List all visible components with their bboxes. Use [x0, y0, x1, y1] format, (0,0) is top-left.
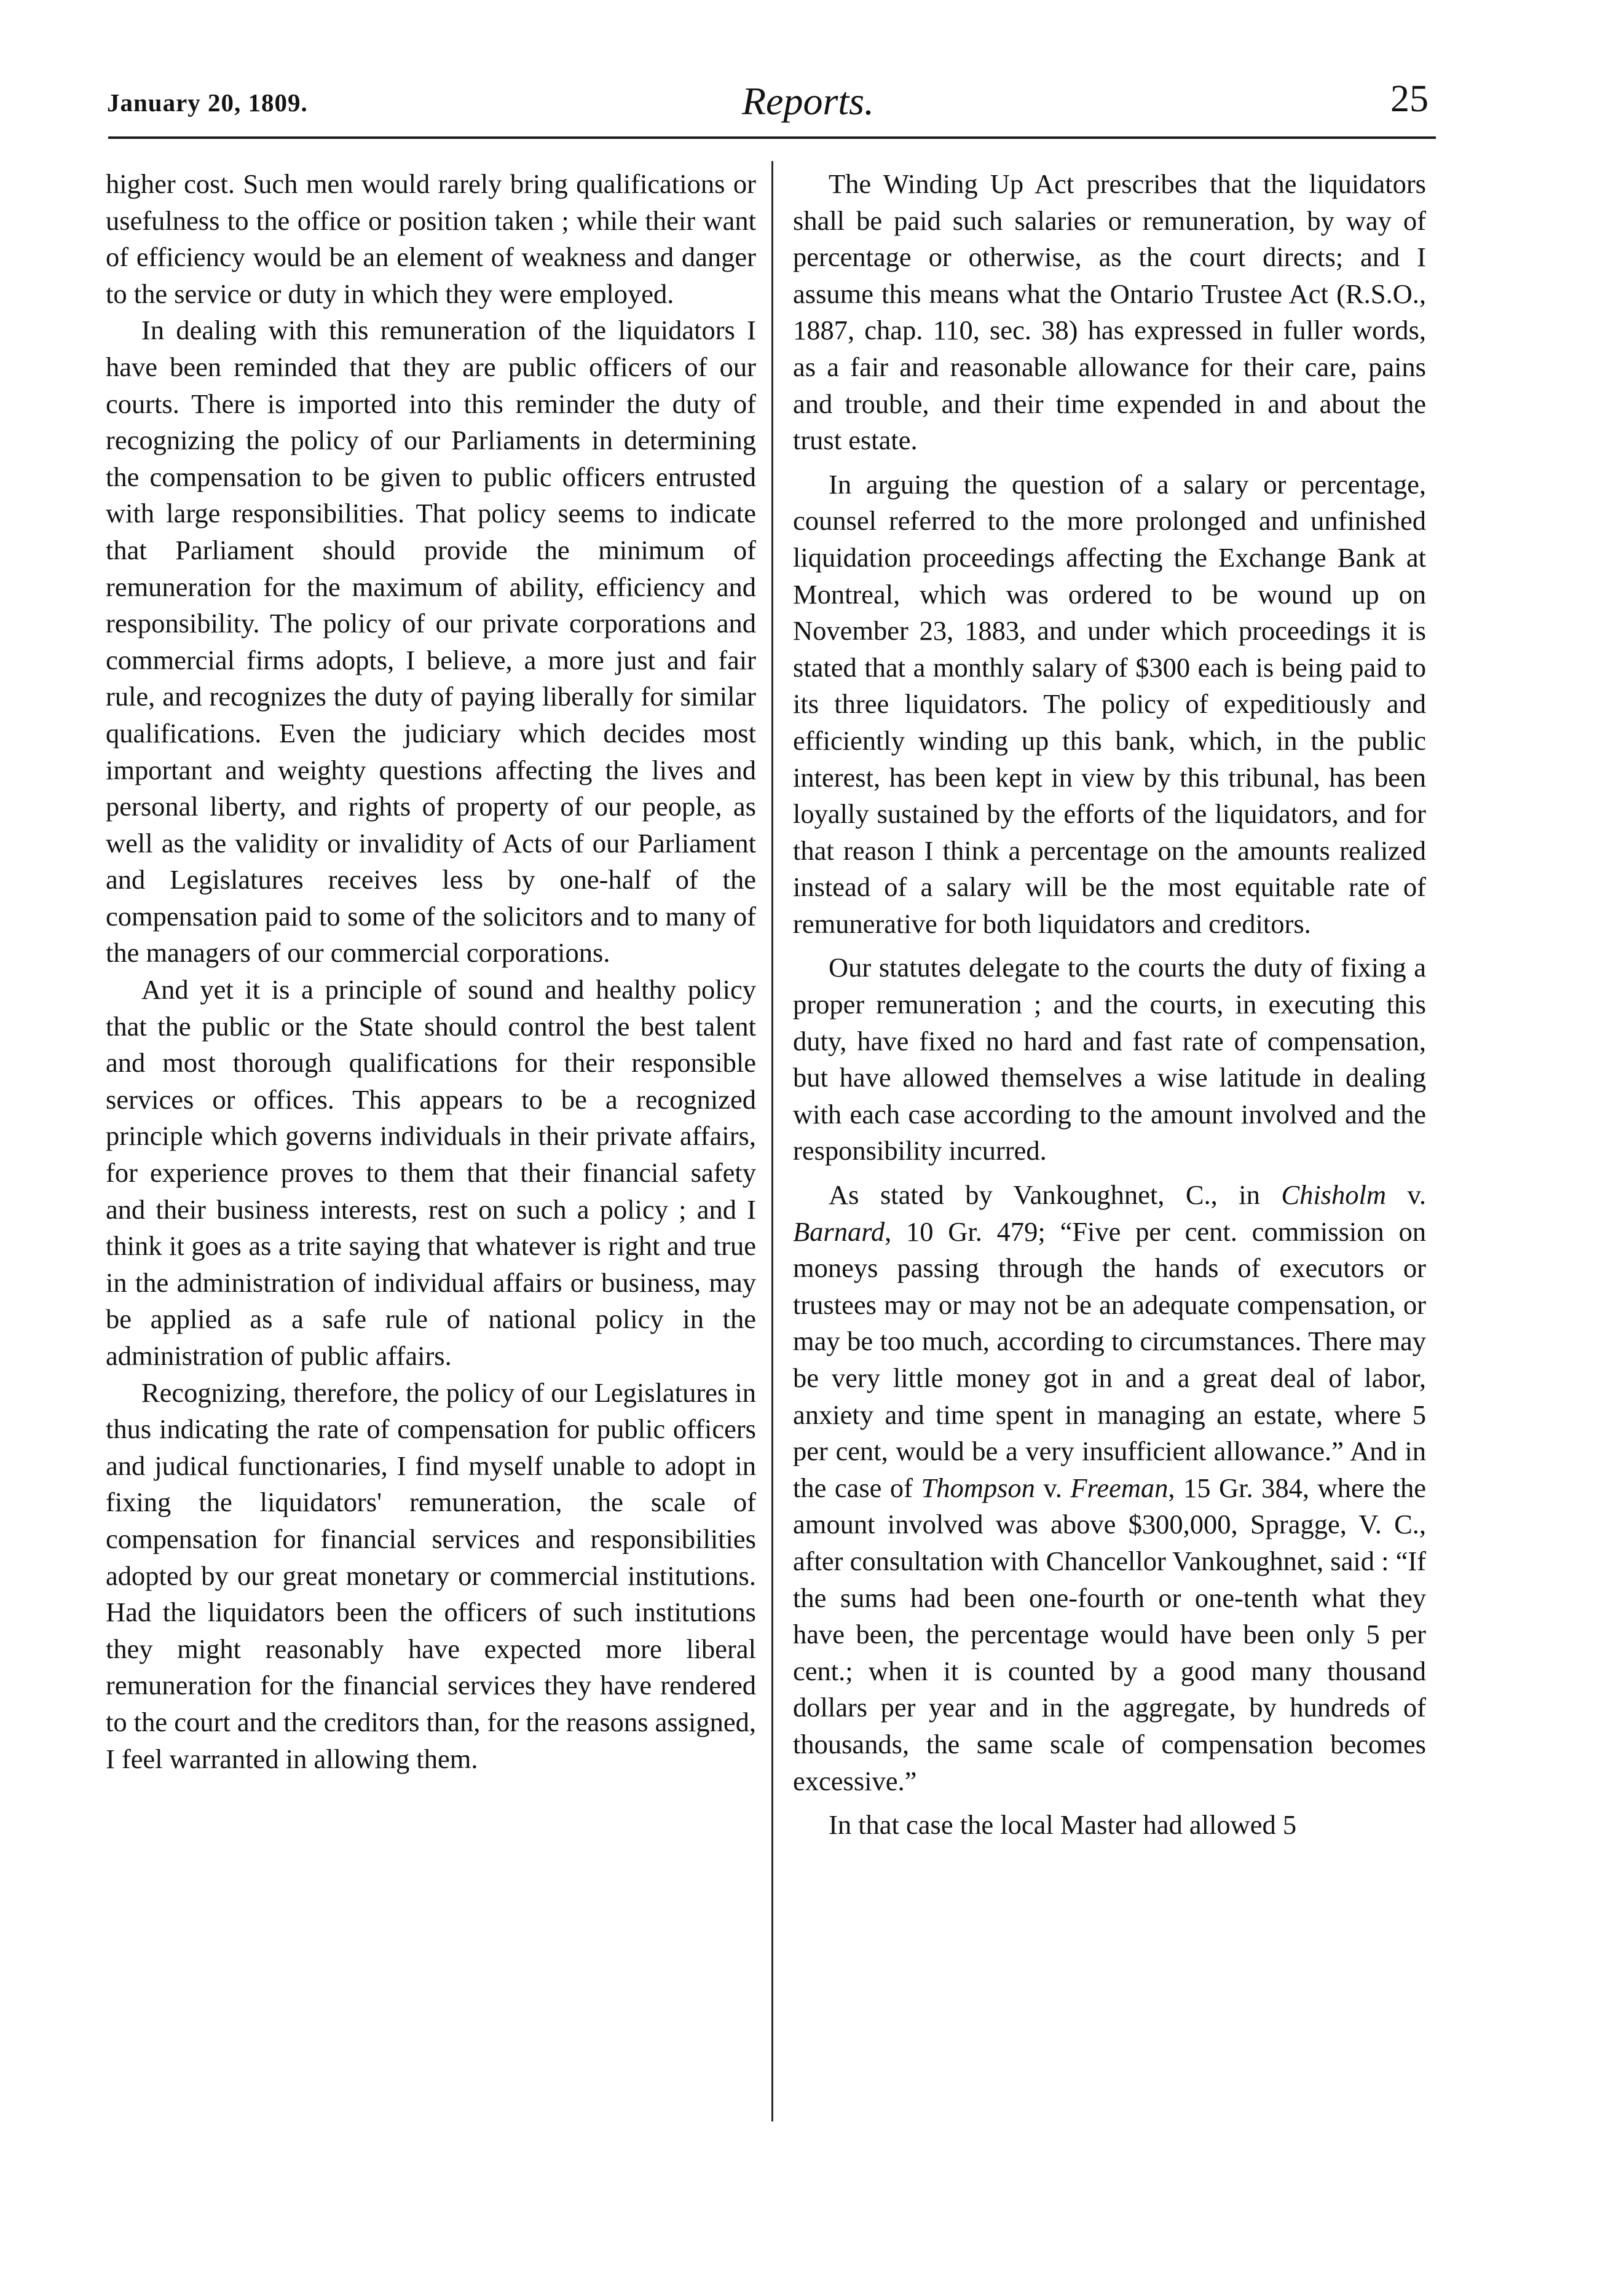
case-name: Chisholm [1281, 1179, 1387, 1211]
paragraph: higher cost. Such men would rarely bring qualifications or usefulness to the office or position taken ; while their want of efficiency would be an element of weakness and danger to the service or duty in which they were employed. [106, 168, 756, 309]
text-run: v. [1386, 1179, 1426, 1211]
issue-date: January 20, 1809. [107, 88, 308, 117]
text-run: As stated by Vankoughnet, C., in [829, 1179, 1282, 1211]
paragraph: The Winding Up Act prescribes that the liquidators shall be paid such salaries or remuneration, by way of percentage or otherwise, as the court directs; and I assume this means what the Ontario Trustee Act (R.S.O., 1887, chap. 110, sec. 38) has expressed in fuller words, as a fair and reasonable allowance for their care, pains and trouble, and their time expended in and about the trust estate. [793, 168, 1426, 456]
text-run: , 10 Gr. 479; “Five per cent. commission on moneys passing through the hands of executors or trustees may or may not be an adequate compensation, or may be too much, according to circumstances. There may be very little money got in and a great deal of labor, anxiety and time spent in managing an estate, where 5 per cent, would be a very insufficient allowance.” And in the case of [793, 1216, 1426, 1503]
page-number: 25 [1390, 78, 1429, 120]
paragraph: Our statutes delegate to the courts the duty of fixing a proper remuneration ; and the courts, in executing this duty, have fixed no hard and fast rate of compensation, but have allowed themselves a wise latitude in dealing with each case according to the amount involved and the responsibility incurred. [793, 952, 1426, 1166]
text-run: v. [1035, 1472, 1071, 1503]
paragraph: And yet it is a principle of sound and healthy policy that the public or the State should control the best talent and most thorough qualifications for their responsible services or offices. This appears to be a recognized principle which governs individuals in their private affairs, for experience proves to them that their financial safety and their business interests, rest on such a policy ; and I think it goes as a trite saying that whatever is right and true in the administration of individual affairs or business, may be applied as a safe rule of national policy in the administration of public affairs. [106, 974, 756, 1371]
paragraph: In dealing with this remuneration of the liquidators I have been reminded that they are public officers of our courts. There is imported into this reminder the duty of recognizing the policy of our Parliaments in determining the compensation to be given to public officers entrusted with large responsibilities. That policy seems to indicate that Parliament should provide the minimum of remuneration for the maximum of ability, efficiency and responsibility. The policy of our private corporations and commercial firms adopts, I believe, a more just and fair rule, and recognizes the duty of paying liberally for similar qualifications. Even the judiciary which decides most important and weighty questions affecting the lives and personal liberty, and rights of property of our people, as well as the validity or invalidity of Acts of our Parliament and Legislatures receives less by one-half of the compensation paid to some of the solicitors and to many of the managers of our commercial corporations. [106, 315, 756, 969]
right-column [793, 166, 1426, 1844]
paragraph: In arguing the question of a salary or percentage, counsel referred to the more prolonged and unfinished liquidation proceedings affecting the Exchange Bank at Montreal, which was ordered to be wound up on November 23, 1883, and under which proceedings it is stated that a monthly salary of $300 each is being paid to its three liquidators. The policy of expeditiously and efficiently winding up this bank, which, in the public interest, has been kept in view by this tribunal, has been loyally sustained by the efforts of the liquidators, and for that reason I think a percentage on the amounts realized instead of a salary will be the most equitable rate of remunerative for both liquidators and creditors. [793, 468, 1426, 939]
column-divider [771, 161, 773, 2121]
text-run: , 15 Gr. 384, where the amount involved was above $300,000, Spragge, V. C., after consultation with Chancellor Vankoughnet, said : “If the sums had been one-fourth or one-tenth what they have been, the percentage would have been only 5 per cent.; when it is counted by a good many thousand dollars per year and in the aggregate, by hundreds of thousands, the same scale of compensation becomes excessive.” [793, 1472, 1426, 1796]
left-column [106, 166, 756, 1777]
section-title: Reports. [741, 79, 875, 123]
case-name: Freeman [1070, 1472, 1169, 1503]
paragraph: Recognizing, therefore, the policy of our Legislatures in thus indicating the rate of compensation for public officers and judical functionaries, I find myself unable to adopt in fixing the liquidators' remuneration, the scale of compensation for financial services and responsibilities adopted by our great monetary or commercial institutions. Had the liquidators been the officers of such institutions they might reasonably have expected more liberal remuneration for the financial services they have rendered to the court and the creditors than, for the reasons assigned, I feel warranted in allowing them. [106, 1377, 756, 1774]
header-rule [108, 136, 1436, 139]
paragraph: In that case the local Master had allowed 5 [829, 1809, 1297, 1841]
case-name: Thompson [921, 1472, 1035, 1503]
case-name: Barnard [793, 1216, 885, 1247]
paragraph [793, 1177, 1426, 1799]
